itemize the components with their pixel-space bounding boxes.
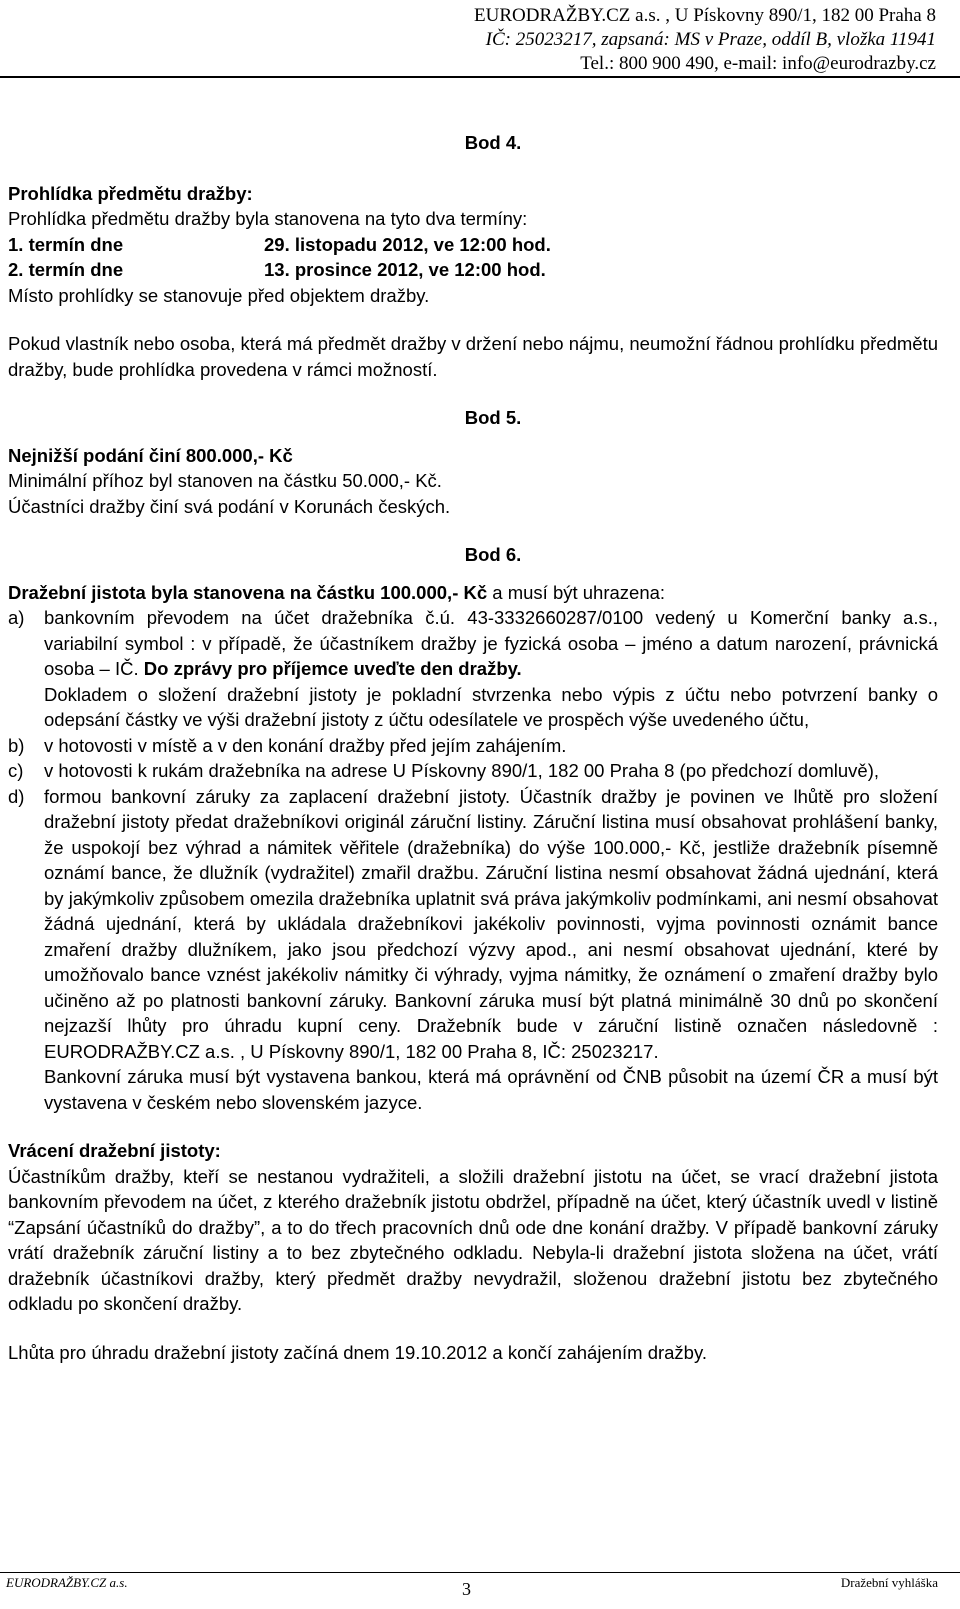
letterhead-contact: Tel.: 800 900 490, e-mail: info@eurodrazby.cz (580, 53, 936, 74)
letterhead (216, 4, 936, 76)
min-increment: Minimální příhoz byl stanoven na částku 50.000,- Kč. (8, 470, 442, 491)
inspection-term-1 (8, 232, 938, 258)
letterhead-registration: IČ: 25023217, zapsaná: MS v Praze, oddíl B, vložka 11941 (485, 29, 936, 50)
deposit-amount (8, 580, 938, 606)
option-a-marker: a) (8, 607, 25, 628)
deposit-amount-bold: Dražební jistota byla stanovena na částku 100.000,- Kč (8, 581, 488, 603)
option-a-proof: Dokladem o složení dražební jistoty je pokladní stvrzenka nebo výpis z účtu nebo potvrzení banky o odepsání částky ve výši dražební jistoty z účtu odesílatele ve prospěch výše uvedeného účtu, (44, 683, 938, 730)
refund-text: Účastníkům dražby, kteří se nestanou vydražiteli, a složili dražební jistotu na účet, se vrací dražební jistota bankovním převodem na účet, z kterého dražebník jistotu obdržel, případně na účet, který účastník uvedl v listině “Zapsání účastníků do dražby”, a to do třech pracovních dnů ode dne konání dražby. V případě bankovní záruky vrátí dražebník záruční listiny a to bez zbytečného odkladu. Nebyla-li dražební jistota složena na účet, vrátí dražebník účastníkovi dražby, který předmět dražby nevydražil, složenou dražební jistotu bez zbytečného odkladu po skončení dražby. (8, 1165, 938, 1314)
inspection-term-2 (8, 257, 938, 283)
page-number: 3 (462, 1579, 471, 1599)
option-c-text: v hotovosti k rukám dražebníka na adrese U Pískovny 890/1, 182 00 Praha 8 (po předchozí domluvě), (44, 760, 880, 781)
footer-company: EURODRAŽBY.CZ a.s. (6, 1575, 128, 1590)
term-2-date: 13. prosince 2012, ve 12:00 hod. (264, 259, 546, 280)
term-1-label: 1. termín dne (8, 233, 124, 255)
section-heading-bod-6: Bod 6. (464, 544, 522, 565)
section-heading-bod-5: Bod 5. (464, 407, 522, 428)
term-1-date: 29. listopadu 2012, ve 12:00 hod. (264, 233, 551, 255)
payment-option-b (8, 733, 938, 759)
refund-title: Vrácení dražební jistoty: (8, 1140, 221, 1161)
option-b-text: v hotovosti v místě a v den konání dražby před jejím zahájením. (44, 734, 567, 756)
option-a-bold: Do zprávy pro příjemce uveďte den dražby. (143, 658, 522, 679)
inspection-intro: Prohlídka předmětu dražby byla stanovena na tyto dva termíny: (8, 208, 528, 229)
payment-option-c (8, 758, 938, 784)
footer-document-title: Dražební vyhláška (840, 1575, 938, 1590)
currency-note: Účastníci dražby činí svá podání v Korunách českých. (8, 495, 451, 517)
deposit-deadline: Lhůta pro úhradu dražební jistoty začíná dnem 19.10.2012 a končí zahájením dražby. (8, 1341, 707, 1363)
lowest-bid: Nejnižší podání činí 800.000,- Kč (8, 444, 293, 466)
deposit-amount-rest: a musí být uhrazena: (487, 581, 666, 603)
inspection-place: Místo prohlídky se stanovuje před objektem dražby. (8, 284, 430, 306)
option-d-bank-requirement: Bankovní záruka musí být vystavena bankou, která má oprávnění od ČNB působit na území ČR a musí být vystavena v českém nebo slovenském jazyce. (44, 1066, 938, 1113)
letterhead-company: EURODRAŽBY.CZ a.s. , U Pískovny 890/1, 182 00 Praha 8 (474, 5, 936, 26)
payment-option-d (8, 784, 938, 1065)
option-a-text: bankovním převodem na účet dražebníka č.ú. 43-3332660287/0100 vedený u Komerční banky a.s., variabilní symbol : v případě, že účastníkem dražby je fyzická osoba – jméno a datum narození, právnická osoba – IČ. (44, 607, 938, 679)
inspection-title: Prohlídka předmětu dražby: (8, 182, 253, 204)
option-c-marker: c) (8, 760, 24, 781)
payment-option-a (8, 605, 938, 733)
option-b-marker: b) (8, 734, 25, 756)
option-d-marker: d) (8, 785, 25, 807)
term-2-label: 2. termín dne (8, 259, 124, 280)
inspection-note: Pokud vlastník nebo osoba, která má předmět dražby v držení nebo nájmu, neumožní řádnou prohlídku předmětu dražby, bude prohlídka provedena v rámci možností. (8, 333, 938, 380)
document-body (8, 130, 938, 1365)
header-divider (0, 76, 960, 78)
option-d-text: formou bankovní záruky za zaplacení dražební jistoty. Účastník dražby je povinen ve lhůtě pro složení dražební jistoty předat dražebníkovi originál záruční listiny. Záruční listina musí obsahovat prohlášení banky, že uspokojí bez výhrad a námitek věřitele (dražebníka) do výše 100.000,- Kč, jestliže dražebník písemně oznámí bance, že dlužník (vydražitel) zmařil dražbu. Záruční listina nesmí obsahovat žádná ujednání, která by jakýmkoliv způsobem omezila dražebníka uplatnit svá práva jakýmkoliv podmínkami, ani nesmí obsahovat žádná ujednání, která by ukládala dražebníkovi jakékoliv povinnosti, vyjma povinnosti oznámit bance zmaření dražby dlužníkem, jako jsou předchozí výzvy apod., ani nesmí obsahovat ujednání, které by umožňovalo bance vznést jakékoliv námitky či výhrady, vyjma námitky, že oznámení o zmaření dražby bylo učiněno až po platnosti bankovní záruky. Bankovní záruka musí být platná minimálně 30 dnů po skončení nejzazší lhůty pro úhradu kupní ceny. Dražebník bude v záruční listině označen následovně : EURODRAŽBY.CZ a.s. , U Pískovny 890/1, 182 00 Praha 8, IČ: 25023217. (44, 785, 938, 1062)
section-heading-bod-4: Bod 4. (464, 132, 522, 153)
footer-divider (0, 1572, 960, 1573)
